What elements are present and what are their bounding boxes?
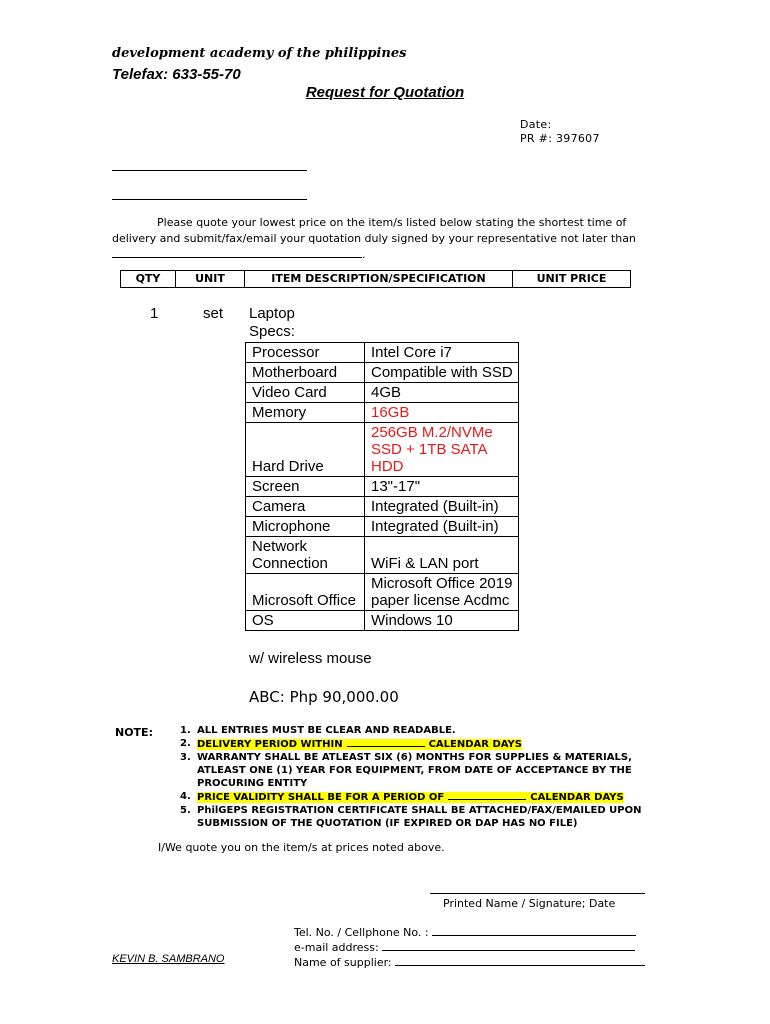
spec-row	[246, 343, 519, 363]
spec-key: Network Connection	[246, 537, 365, 574]
date-label: Date:	[520, 118, 552, 131]
spec-value: Integrated (Built-in)	[365, 497, 519, 517]
note-item	[180, 751, 660, 790]
spec-value: Compatible with SSD	[365, 363, 519, 383]
spec-key: Camera	[246, 497, 365, 517]
note-text	[197, 792, 624, 803]
spec-row	[246, 611, 519, 631]
spec-value: Microsoft Office 2019 paper license Acdmc	[365, 574, 519, 611]
email-label: e-mail address:	[294, 941, 379, 954]
note-post: CALENDAR DAYS	[530, 792, 624, 803]
email-row	[294, 940, 645, 955]
item-extra: w/ wireless mouse	[249, 650, 372, 667]
document-meta	[520, 118, 600, 146]
signature-label: Printed Name / Signature; Date	[443, 897, 616, 910]
spec-key: Microphone	[246, 517, 365, 537]
spec-row	[246, 477, 519, 497]
notes-list	[180, 724, 660, 830]
note-number: 4.	[180, 791, 191, 802]
note-text	[197, 805, 641, 829]
pr-number: PR #: 397607	[520, 132, 600, 145]
note-number: 2.	[180, 738, 191, 749]
spec-row	[246, 403, 519, 423]
spec-value: Integrated (Built-in)	[365, 517, 519, 537]
supplier-contact	[294, 925, 645, 970]
organization-name: development academy of the philippines	[112, 46, 407, 61]
officer-name: KEVIN B. SAMBRANO	[112, 953, 225, 965]
header-unit-price: UNIT PRICE	[513, 271, 631, 288]
note-text	[197, 752, 632, 789]
note-item	[180, 737, 660, 751]
header-description: ITEM DESCRIPTION/SPECIFICATION	[245, 271, 513, 288]
item-title	[249, 305, 295, 341]
approved-budget: ABC: Php 90,000.00	[249, 688, 399, 706]
note-number: 5.	[180, 805, 191, 816]
spec-value: 256GB M.2/NVMe SSD + 1TB SATA HDD	[365, 423, 519, 477]
spec-row	[246, 574, 519, 611]
spec-row	[246, 423, 519, 477]
intro-end: .	[362, 248, 366, 261]
intro-text: Please quote your lowest price on the item/s listed below stating the shortest time of delivery and submit/fax/email your quotation duly signed by your representative not later than	[112, 216, 636, 245]
spec-key: Microsoft Office	[246, 574, 365, 611]
note-number: 1.	[180, 725, 191, 736]
signature-line	[430, 893, 645, 894]
note-text	[197, 725, 456, 736]
spec-key: Hard Drive	[246, 423, 365, 477]
deadline-blank	[112, 247, 362, 258]
item-table-header	[120, 270, 631, 288]
spec-value: 4GB	[365, 383, 519, 403]
quote-statement: I/We quote you on the item/s at prices noted above.	[158, 841, 445, 854]
spec-key: Memory	[246, 403, 365, 423]
note-pre: PRICE VALIDITY SHALL BE FOR A PERIOD OF	[197, 792, 445, 803]
spec-row	[246, 363, 519, 383]
tel-label: Tel. No. / Cellphone No. :	[294, 926, 429, 939]
note-pre: PhilGEPS REGISTRATION CERTIFICATE SHALL BE ATTACHED/FAX/EMAILED UPON SUBMISSION OF THE QUOTATION (IF EXPIRED OR DAP HAS NO FILE)	[197, 805, 642, 829]
spec-key: OS	[246, 611, 365, 631]
note-post: CALENDAR DAYS	[428, 739, 522, 750]
note-item	[180, 790, 660, 804]
note-item	[180, 724, 660, 737]
note-number: 3.	[180, 752, 191, 763]
addressee-line-1	[112, 170, 307, 171]
header-qty: QTY	[121, 271, 176, 288]
spec-row	[246, 537, 519, 574]
spec-row	[246, 497, 519, 517]
email-blank	[382, 941, 635, 951]
specs-table	[245, 342, 519, 631]
intro-paragraph	[112, 215, 660, 263]
note-item	[180, 804, 660, 830]
header-unit: UNIT	[176, 271, 245, 288]
note-blank	[347, 737, 425, 747]
item-unit: set	[203, 305, 224, 322]
item-qty: 1	[150, 305, 159, 322]
addressee-line-2	[112, 199, 307, 200]
item-name: Laptop	[249, 305, 295, 322]
spec-row	[246, 517, 519, 537]
spec-value: WiFi & LAN port	[365, 537, 519, 574]
spec-value: Intel Core i7	[365, 343, 519, 363]
note-pre: DELIVERY PERIOD WITHIN	[197, 739, 343, 750]
specs-label: Specs:	[249, 323, 295, 340]
note-blank	[448, 790, 526, 800]
note-pre: WARRANTY SHALL BE ATLEAST SIX (6) MONTHS FOR SUPPLIES & MATERIALS, ATLEAST ONE (1) YEAR FOR EQUIPMENT, FROM DATE OF ACCEPTANCE BY THE PROCURING ENTITY	[197, 752, 632, 789]
spec-row	[246, 383, 519, 403]
supplier-row	[294, 955, 645, 970]
page-title: Request for Quotation	[305, 84, 465, 101]
tel-row	[294, 925, 645, 940]
note-pre: ALL ENTRIES MUST BE CLEAR AND READABLE.	[197, 725, 456, 736]
spec-key: Motherboard	[246, 363, 365, 383]
spec-key: Screen	[246, 477, 365, 497]
supplier-label: Name of supplier:	[294, 956, 392, 969]
note-label: NOTE:	[115, 726, 153, 739]
tel-blank	[432, 926, 636, 936]
spec-value: 13"-17"	[365, 477, 519, 497]
note-text	[197, 739, 522, 750]
supplier-blank	[395, 956, 645, 966]
telefax-number: Telefax: 633-55-70	[112, 66, 241, 83]
spec-key: Video Card	[246, 383, 365, 403]
spec-key: Processor	[246, 343, 365, 363]
spec-value: Windows 10	[365, 611, 519, 631]
spec-value: 16GB	[365, 403, 519, 423]
